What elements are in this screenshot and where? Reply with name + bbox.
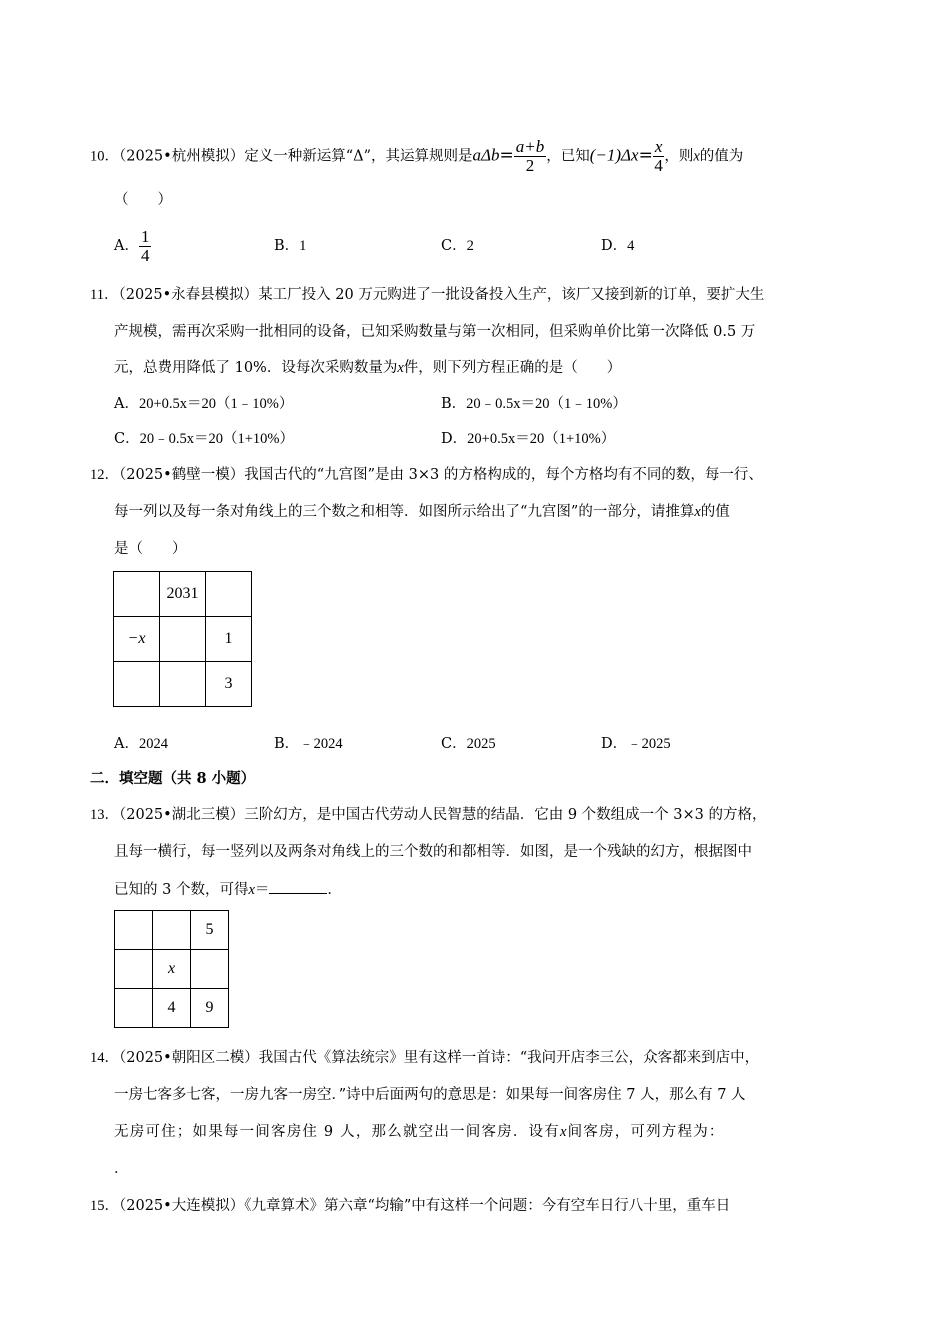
grid-cell: 2031: [160, 572, 206, 617]
q15-line1: 15．（2025•大连模拟）《九章算术》第六章“均输”中有这样一个问题：今有空车日行八十里，重车日: [90, 1198, 731, 1214]
q10-option-a-fraction: $\frac{1}{4}$: [140, 226, 150, 265]
q12-option-a[interactable]: A．2024: [114, 736, 168, 752]
q10-line1: 10．（2025•杭州模拟）定义一种新运算“Δ”，其运算规则是aΔb= $\frac{a+b}{2}$ ，已知(−1)Δx= $\frac{x}{4}$ ，则x的值为: [90, 137, 744, 175]
q12-line2: 每一列以及每一条对角线上的三个数之和相等．如图所示给出了“九宫图”的一部分，请推算x的值: [114, 504, 730, 520]
q10-option-d[interactable]: D．4: [601, 238, 635, 254]
grid-cell: [153, 911, 191, 950]
answer-blank[interactable]: [269, 879, 327, 894]
q12-option-d[interactable]: D．﹣2025: [601, 736, 671, 752]
q10-paren: （ ）: [114, 192, 172, 208]
grid-cell: [160, 662, 206, 707]
q12-option-c[interactable]: C．2025: [441, 736, 496, 752]
q11-line1: 11．（2025•永春县模拟）某工厂投入 20 万元购进了一批设备投入生产，该厂又接到新的订单，要扩大生: [90, 287, 765, 303]
q11-option-b[interactable]: B．20﹣0.5x＝20（1﹣10%）: [441, 396, 627, 412]
q10-option-c[interactable]: C．2: [441, 238, 474, 254]
q13-line1: 13．（2025•湖北三模）三阶幻方，是中国古代劳动人民智慧的结晶．它由 9 个数组成一个 3×3 的方格，: [90, 807, 767, 823]
q11-option-d[interactable]: D．20+0.5x＝20（1+10%）: [441, 431, 616, 447]
grid-cell: x: [153, 950, 191, 989]
grid-cell: [115, 950, 153, 989]
q11-option-a[interactable]: A．20+0.5x＝20（1﹣10%）: [114, 396, 294, 412]
grid-cell: [115, 911, 153, 950]
grid-cell: −x: [114, 617, 160, 662]
grid-cell: [191, 950, 229, 989]
section-heading: 二．填空题（共 8 小题）: [90, 770, 256, 787]
q10-option-a[interactable]: A． $\frac{1}{4}$: [114, 226, 150, 265]
grid-cell: [160, 617, 206, 662]
q10-fraction-condition: $\frac{x}{4}$: [654, 137, 663, 175]
grid-cell: [206, 572, 252, 617]
grid-cell: 1: [206, 617, 252, 662]
q14-line3: 无房可住；如果每一间客房住 9 人，那么就空出一间客房．设有x间客房，可列方程为：: [114, 1124, 725, 1140]
q12-line3: 是（ ）: [114, 541, 187, 557]
grid-cell: 9: [191, 989, 229, 1028]
q13-line3: 已知的 3 个数，可得x＝ ．: [114, 879, 342, 900]
grid-cell: 3: [206, 662, 252, 707]
q10-fraction-rule: $\frac{a+b}{2}$: [515, 137, 545, 175]
grid-cell: 5: [191, 911, 229, 950]
q10-option-b[interactable]: B．1: [274, 238, 307, 254]
q11-line3: 元，总费用降低了 10%．设每次采购数量为x件，则下列方程正确的是（ ）: [114, 360, 622, 376]
q13-magic-square: [114, 910, 229, 1028]
grid-cell: [115, 989, 153, 1028]
q14-line1: 14．（2025•朝阳区二模）我国古代《算法统宗》里有这样一首诗：“我问开店李三公，众客都来到店中，: [90, 1050, 760, 1066]
q14-line4: ．: [114, 1161, 129, 1177]
q14-line2: 一房七客多七客，一房九客一房空．”诗中后面两句的意思是：如果每一间客房住 7 人，那么有 7 人: [114, 1087, 746, 1103]
grid-cell: 4: [153, 989, 191, 1028]
grid-cell: [114, 662, 160, 707]
q12-line1: 12．（2025•鹤壁一模）我国古代的“九宫图”是由 3×3 的方格构成的，每个方格均有不同的数，每一行、: [90, 467, 763, 483]
q12-option-b[interactable]: B．﹣2024: [274, 736, 343, 752]
q11-line2: 产规模，需再次采购一批相同的设备，已知采购数量与第一次相同，但采购单价比第一次降低 0.5 万: [114, 324, 756, 340]
q13-line2: 且每一横行，每一竖列以及两条对角线上的三个数的和都相等．如图，是一个残缺的幻方，根据图中: [114, 844, 752, 860]
q12-nine-grid: [113, 571, 252, 707]
q11-option-c[interactable]: C．20﹣0.5x＝20（1+10%）: [114, 431, 294, 447]
grid-cell: [114, 572, 160, 617]
